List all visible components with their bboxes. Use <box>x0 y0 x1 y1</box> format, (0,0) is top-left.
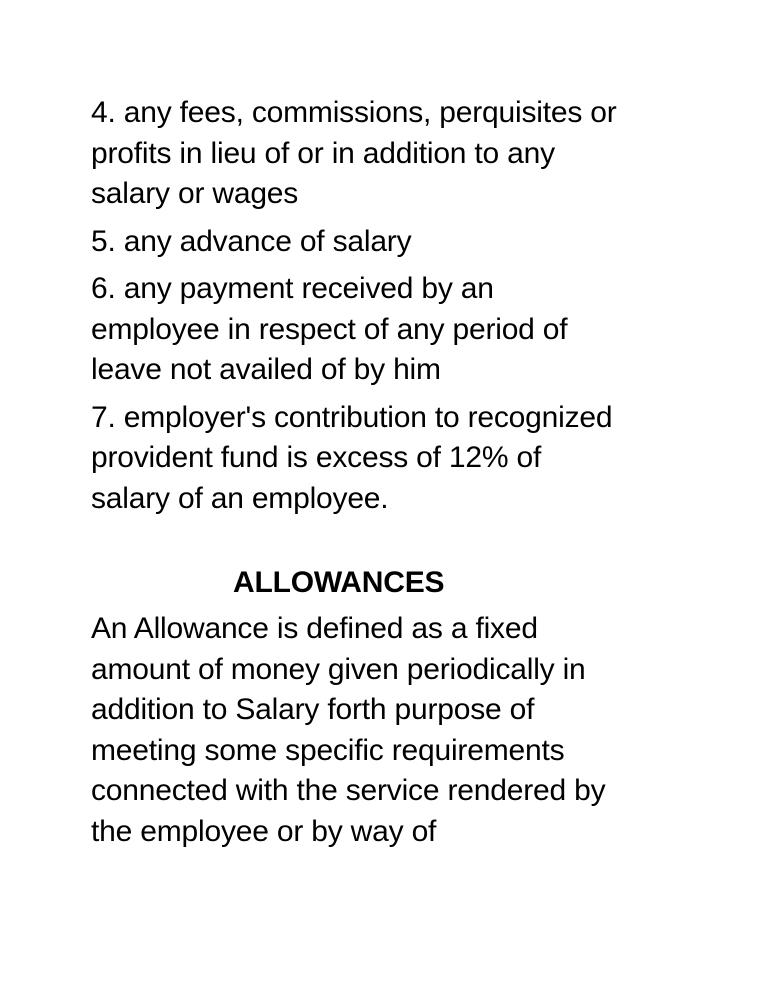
list-item-4 <box>91 93 711 215</box>
text-line: provident fund is excess of 12% of <box>91 441 542 474</box>
text-line: 6. any payment received by an <box>91 272 494 305</box>
text-line: employee in respect of any period of <box>91 312 568 346</box>
text-line: 5. any advance of salary <box>91 224 412 258</box>
list-item-5 <box>91 222 711 263</box>
document-page <box>91 93 711 859</box>
list-item-7 <box>91 398 711 520</box>
text-line: salary or wages <box>91 177 299 210</box>
text-line: addition to Salary forth purpose of <box>91 693 535 726</box>
section-heading: ALLOWANCES <box>233 566 445 599</box>
definition-paragraph <box>91 609 711 852</box>
text-line: 7. employer's contribution to recognized <box>91 400 613 434</box>
list-item-6 <box>91 269 711 391</box>
text-line: leave not availed of by him <box>91 353 441 386</box>
text-line: profits in lieu of or in addition to any <box>91 136 555 170</box>
text-line: amount of money given periodically in <box>91 652 586 686</box>
text-line: 4. any fees, commissions, perquisites or <box>91 96 617 129</box>
text-line: An Allowance is defined as a fixed <box>91 612 538 645</box>
text-line: meeting some specific requirements <box>91 733 565 767</box>
text-line: salary of an employee. <box>91 481 389 515</box>
text-line: the employee or by way of <box>91 814 437 848</box>
text-line: connected with the service rendered by <box>91 774 606 807</box>
